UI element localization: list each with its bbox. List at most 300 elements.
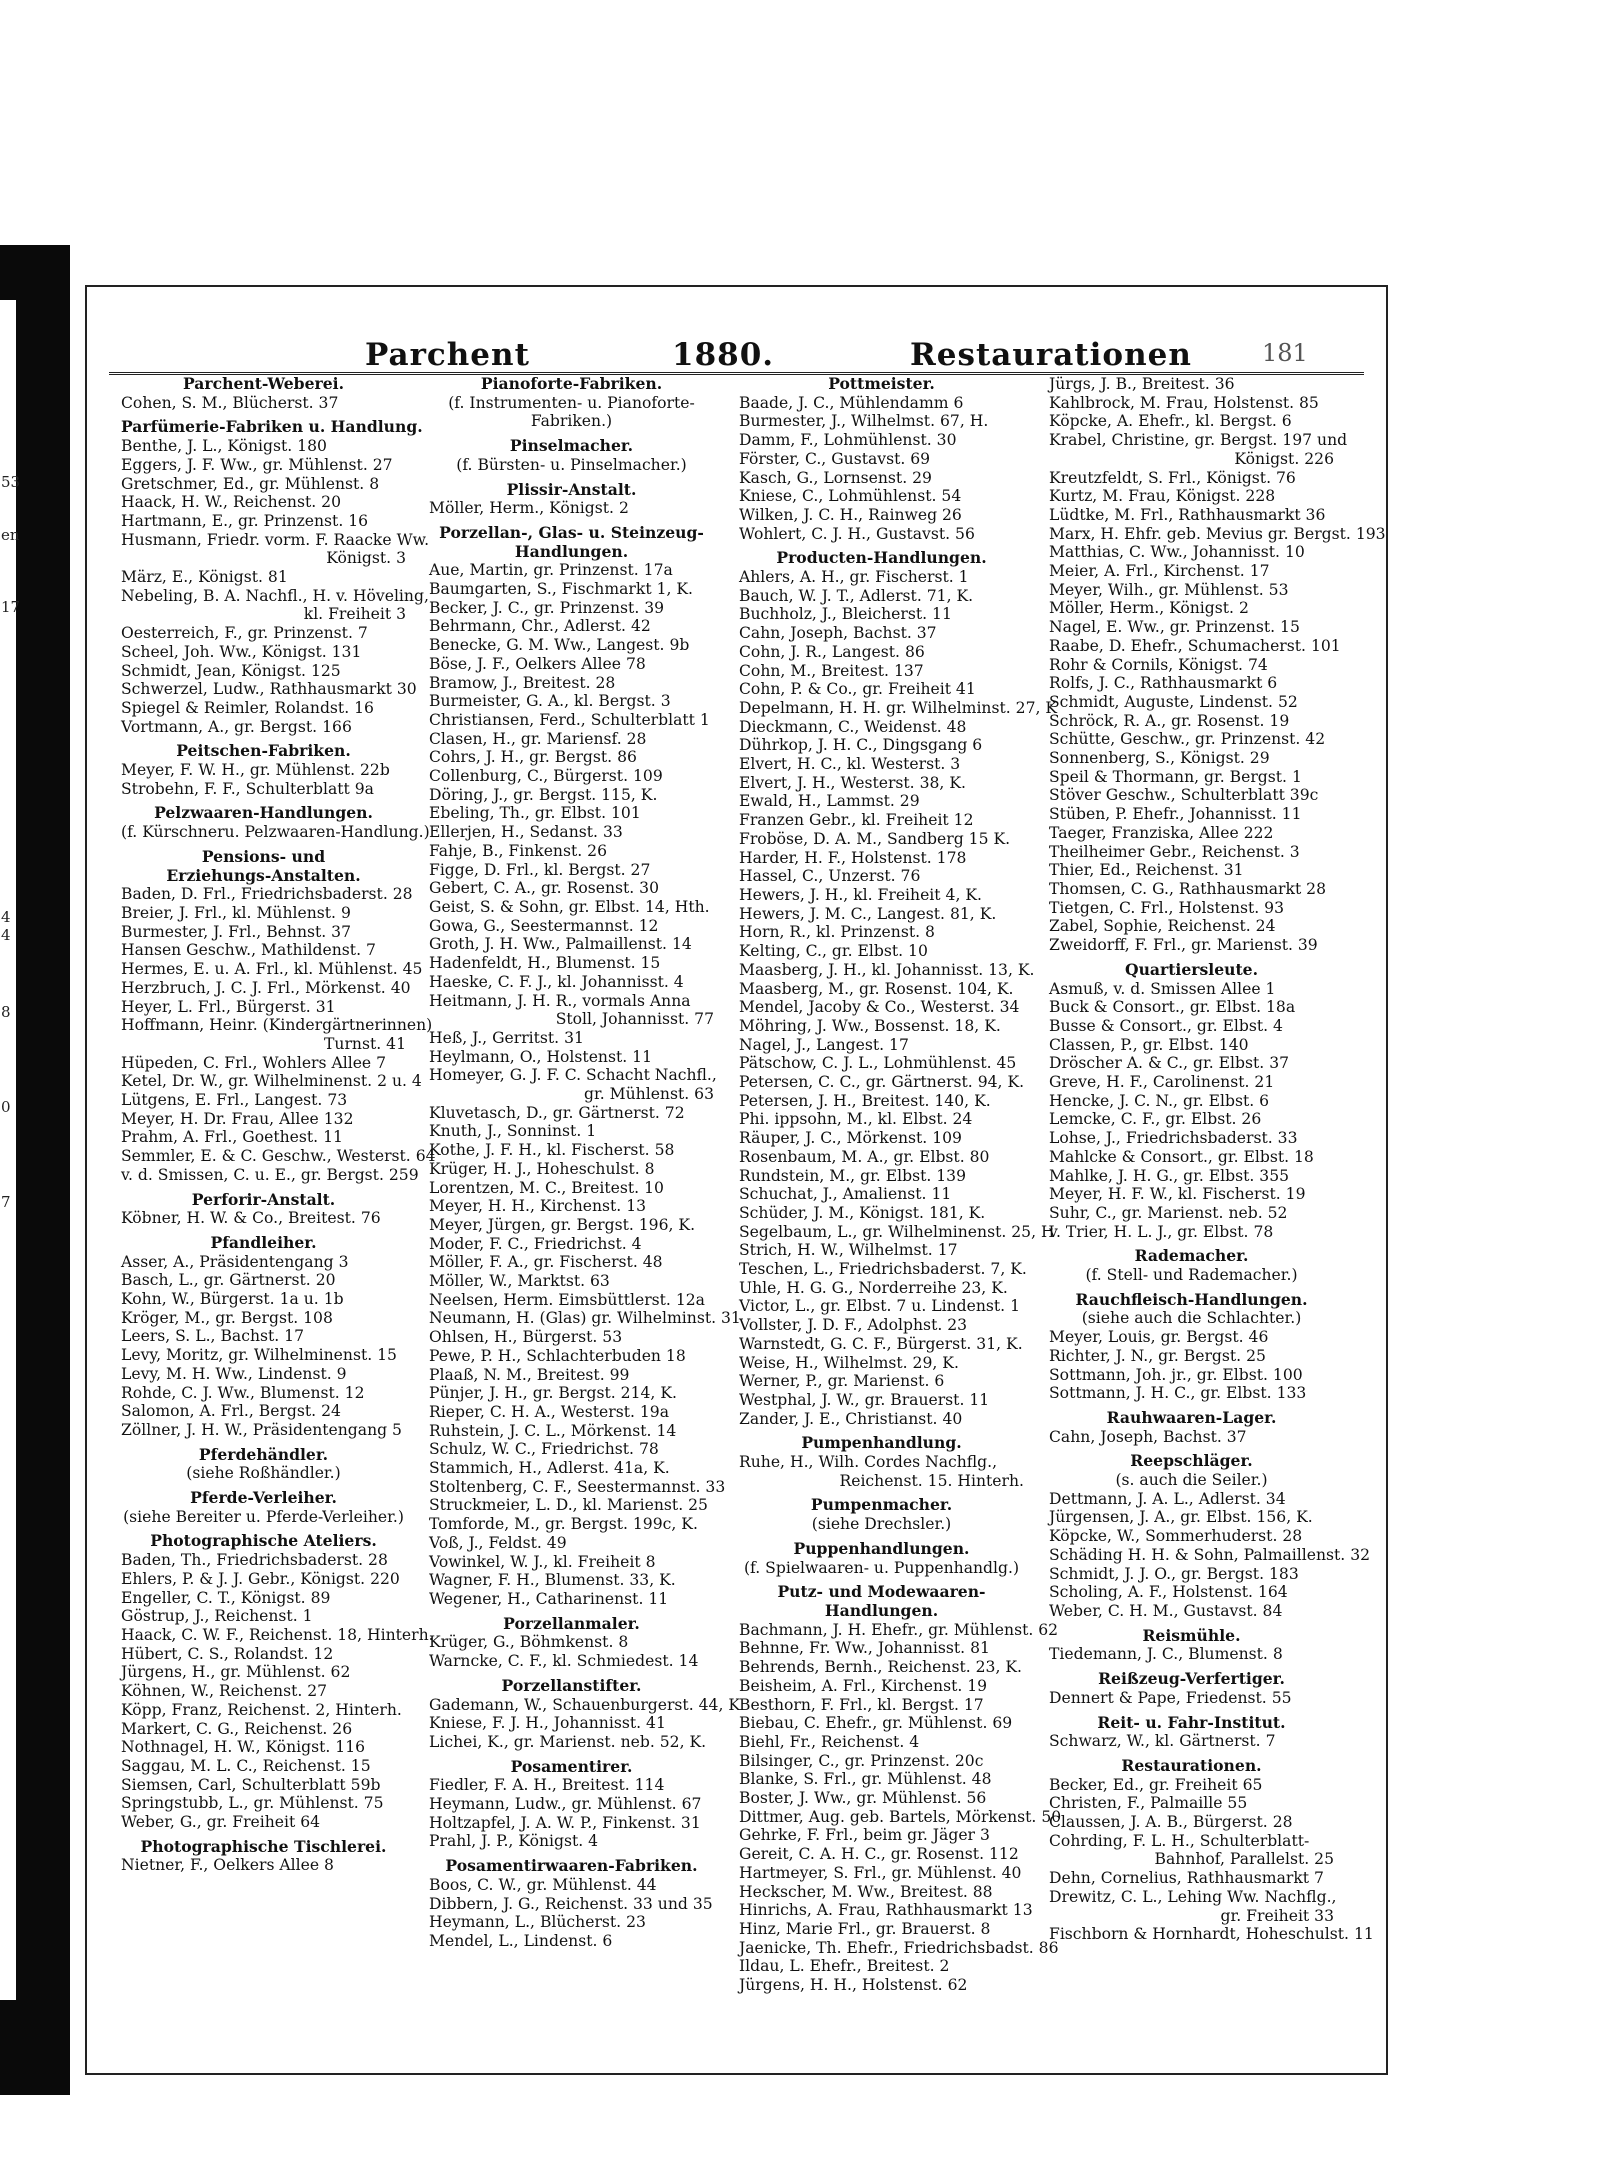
directory-entry: Dröscher A. & C., gr. Elbst. 37: [1049, 1054, 1290, 1073]
entry-list: [121, 1209, 406, 1228]
directory-entry: Siemsen, Carl, Schulterblatt 59b: [121, 1775, 381, 1794]
directory-entry: Krabel, Christine, gr. Bergst. 197 und: [1049, 431, 1348, 450]
directory-entry: Ruhe, H., Wilh. Cordes Nachflg.,: [739, 1453, 998, 1472]
section-heading: Porzellanstifter.: [501, 1675, 642, 1695]
directory-entry: Rolfs, J. C., Rathhausmarkt 6: [1049, 674, 1278, 693]
directory-entry: Zweidorff, F. Frl., gr. Marienst. 39: [1049, 936, 1318, 955]
directory-entry: v. Trier, H. L. J., gr. Elbst. 78: [1049, 1222, 1274, 1241]
directory-entry: Hewers, J. H., kl. Freiheit 4, K.: [739, 885, 982, 904]
directory-entry: Schulz, W. C., Friedrichst. 78: [429, 1440, 659, 1459]
directory-entry: Behrmann, Chr., Adlerst. 42: [429, 617, 651, 636]
directory-entry: Jürgens, H. H., Holstenst. 62: [739, 1976, 968, 1995]
section-heading: Reißzeug-Verfertiger.: [1098, 1669, 1285, 1689]
directory-entry: Wegener, H., Catharinenst. 11: [429, 1590, 669, 1608]
directory-entry: Döring, J., gr. Bergst. 115, K.: [429, 785, 658, 804]
directory-entry: Froböse, D. A. M., Sandberg 15 K.: [739, 829, 1011, 848]
directory-entry: Mahlke, J. H. G., gr. Elbst. 355: [1049, 1166, 1290, 1185]
directory-entry: Cohn, M., Breitest. 137: [739, 661, 924, 680]
directory-entry: Bilsinger, C., gr. Prinzenst. 20c: [739, 1751, 984, 1770]
entry-list: [739, 568, 1058, 1428]
fragment: 4: [1, 926, 11, 944]
directory-entry: Neumann, H. (Glas) gr. Wilhelminst. 31: [429, 1309, 741, 1328]
directory-entry: Phi. ippsohn, M., kl. Elbst. 24: [739, 1110, 973, 1129]
directory-entry: Levy, M. H. Ww., Lindenst. 9: [121, 1364, 347, 1383]
section-heading: Pianoforte-Fabriken.: [480, 374, 663, 393]
directory-entry: Königst. 3: [326, 549, 406, 568]
directory-entry: Mendel, Jacoby & Co., Westerst. 34: [739, 998, 1020, 1017]
directory-entry: Hadenfeldt, H., Blumenst. 15: [429, 954, 661, 973]
directory-entry: gr. Mühlenst. 63: [584, 1085, 714, 1104]
directory-entry: Boos, C. W., gr. Mühlenst. 44: [429, 1875, 657, 1894]
directory-entry: Heß, J., Gerritst. 31: [429, 1028, 584, 1047]
directory-entry: Ildau, L. Ehefr., Breitest. 2: [739, 1957, 950, 1976]
directory-entry: Mendel, L., Lindenst. 6: [429, 1931, 613, 1950]
fragment: 0: [1, 1098, 11, 1116]
directory-entry: Pünjer, J. H., gr. Bergst. 214, K.: [429, 1384, 677, 1403]
directory-entry: Burmeister, G. A., kl. Bergst. 3: [429, 692, 671, 711]
directory-entry: Haeske, C. F. J., kl. Johannisst. 4: [429, 972, 684, 991]
directory-entry: Stüben, P. Ehefr., Johannisst. 11: [1049, 805, 1302, 824]
directory-entry: Baden, D. Frl., Friedrichsbaderst. 28: [121, 885, 413, 904]
section-heading: Pumpenhandlung.: [801, 1433, 962, 1453]
directory-entry: Dehn, Cornelius, Rathhausmarkt 7: [1049, 1869, 1324, 1888]
directory-entry: Königst. 226: [1234, 449, 1334, 468]
section-heading: Restaurationen.: [1121, 1755, 1262, 1775]
directory-entry: Besthorn, F. Frl., kl. Bergst. 17: [739, 1695, 984, 1714]
directory-entry: Dührkop, J. H. C., Dingsgang 6: [739, 736, 983, 755]
directory-entry: Hartmeyer, S. Frl., gr. Mühlenst. 40: [739, 1863, 1022, 1882]
directory-entry: Rundstein, M., gr. Elbst. 139: [739, 1166, 967, 1185]
directory-entry: Jürgens, H., gr. Mühlenst. 62: [121, 1663, 351, 1682]
section-heading: Peitschen-Fabriken.: [176, 741, 351, 761]
directory-entry: Behnne, Fr. Ww., Johannisst. 81: [739, 1639, 990, 1658]
directory-entry: Gowa, G., Seestermannst. 12: [429, 916, 659, 935]
directory-entry: Mahlcke & Consort., gr. Elbst. 18: [1049, 1147, 1314, 1166]
directory-entry: Basch, L., gr. Gärtnerst. 20: [121, 1271, 336, 1290]
directory-entry: Hewers, J. M. C., Langest. 81, K.: [739, 904, 997, 923]
cross-reference: (s. auch die Seiler.): [1115, 1471, 1268, 1490]
directory-entry: Hinrichs, A. Frau, Rathhausmarkt 13: [739, 1901, 1033, 1920]
directory-entry: Speil & Thormann, gr. Bergst. 1: [1049, 767, 1302, 786]
directory-entry: Biehl, Fr., Reichenst. 4: [739, 1732, 920, 1751]
directory-entry: Rosenbaum, M. A., gr. Elbst. 80: [739, 1147, 990, 1166]
directory-entry: Göstrup, J., Reichenst. 1: [121, 1607, 313, 1626]
page-number: 181: [1262, 339, 1308, 367]
directory-entry: Köpcke, W., Sommerhuderst. 28: [1049, 1527, 1303, 1546]
directory-entry: Boster, J. Ww., gr. Mühlenst. 56: [739, 1789, 987, 1808]
directory-entry: Christen, F., Palmaille 55: [1049, 1794, 1248, 1813]
directory-entry: Gehrke, F. Frl., beim gr. Jäger 3: [739, 1826, 990, 1845]
directory-entry: Böse, J. F., Oelkers Allee 78: [429, 654, 646, 673]
header-year: 1880.: [672, 337, 775, 373]
section-heading: Pelzwaaren-Handlungen.: [154, 803, 373, 823]
directory-entry: Lorentzen, M. C., Breitest. 10: [429, 1178, 664, 1197]
directory-entry: Möller, Herm., Königst. 2: [1049, 599, 1249, 618]
fragment: 53: [1, 473, 21, 491]
directory-entry: Nagel, E. Ww., gr. Prinzenst. 15: [1049, 618, 1300, 637]
directory-entry: Cohn, J. R., Langest. 86: [739, 642, 925, 661]
section-heading: Producten-Handlungen.: [776, 548, 987, 568]
directory-entry: Schüder, J. M., Königst. 181, K.: [739, 1203, 986, 1222]
directory-entry: Heckscher, M. Ww., Breitest. 88: [739, 1882, 993, 1901]
directory-entry: Warnstedt, G. C. F., Bürgerst. 31, K.: [739, 1334, 1023, 1353]
directory-entry: Cohen, S. M., Blücherst. 37: [121, 393, 339, 412]
directory-entry: v. d. Smissen, C. u. E., gr. Bergst. 259: [121, 1165, 419, 1184]
cross-reference: (siehe Roßhändler.): [186, 1464, 341, 1483]
directory-entry: Behrends, Bernh., Reichenst. 23, K.: [739, 1658, 1023, 1677]
entry-list: [121, 1253, 406, 1440]
directory-entry: Zöllner, J. H. W., Präsidentengang 5: [121, 1420, 402, 1439]
directory-entry: Möller, W., Marktst. 63: [429, 1272, 610, 1291]
entry-list: [121, 885, 436, 1184]
directory-entry: Wagner, F. H., Blumenst. 33, K.: [429, 1571, 676, 1590]
section-heading: Pferdehändler.: [198, 1444, 329, 1464]
directory-entry: Drewitz, C. L., Lehing Ww. Nachflg.,: [1049, 1887, 1337, 1906]
directory-entry: Schwarz, W., kl. Gärtnerst. 7: [1049, 1732, 1276, 1751]
directory-entry: Bramow, J., Breitest. 28: [429, 673, 616, 692]
directory-entry: Becker, J. C., gr. Prinzenst. 39: [429, 598, 665, 617]
header-right-word: Restaurationen: [910, 337, 1192, 373]
columns: [121, 374, 1386, 2053]
directory-entry: Baade, J. C., Mühlendamm 6: [739, 393, 964, 412]
directory-entry: Hüpeden, C. Frl., Wohlers Allee 7: [121, 1053, 387, 1072]
directory-entry: Sottmann, Joh. jr., gr. Elbst. 100: [1049, 1365, 1303, 1384]
section-heading: Pensions- und Erziehungs-Anstalten.: [166, 846, 361, 885]
section-heading: Pfandleiher.: [210, 1232, 317, 1252]
section-heading: Porzellanmaler.: [503, 1613, 640, 1633]
directory-entry: Vollster, J. D. F., Adolphst. 23: [739, 1316, 968, 1335]
entry-list: [429, 499, 714, 518]
directory-entry: Schuchat, J., Amalienst. 11: [739, 1185, 952, 1204]
directory-entry: Leers, S. L., Bachst. 17: [121, 1327, 305, 1346]
section-heading: Perforir-Anstalt.: [191, 1189, 336, 1209]
cross-reference: (f. Kürschneru. Pelzwaaren-Handlung.): [121, 823, 430, 842]
directory-entry: Rohr & Cornils, Königst. 74: [1049, 655, 1268, 674]
section-heading: Posamentirer.: [510, 1756, 633, 1776]
directory-entry: Oesterreich, F., gr. Prinzenst. 7: [121, 624, 368, 643]
directory-entry: Burmester, J., Wilhelmst. 67, H.: [739, 412, 989, 431]
previous-page-edge: [0, 300, 16, 2000]
directory-entry: Heitmann, J. H. R., vormals Anna: [429, 991, 691, 1010]
directory-entry: Schmidt, Jean, Königst. 125: [121, 661, 341, 680]
section-heading: Pumpenmacher.: [810, 1495, 953, 1515]
entry-list: [121, 437, 430, 736]
directory-entry: Busse & Consort., gr. Elbst. 4: [1049, 1016, 1283, 1035]
directory-entry: Strobehn, F. F., Schulterblatt 9a: [121, 779, 374, 798]
directory-entry: Stammich, H., Adlerst. 41a, K.: [429, 1459, 670, 1478]
directory-entry: Bachmann, J. H. Ehefr., gr. Mühlenst. 62: [739, 1620, 1059, 1639]
directory-entry: Asser, A., Präsidentengang 3: [121, 1252, 349, 1271]
directory-entry: Benecke, G. M. Ww., Langest. 9b: [429, 636, 690, 655]
directory-entry: Jaenicke, Th. Ehefr., Friedrichsbadst. 86: [739, 1938, 1059, 1957]
directory-entry: Saggau, M. L. C., Reichenst. 15: [121, 1756, 371, 1775]
directory-entry: Schmidt, Auguste, Lindenst. 52: [1049, 692, 1298, 711]
directory-entry: Neelsen, Herm. Eimsbüttlerst. 12a: [429, 1290, 705, 1309]
directory-entry: Köhnen, W., Reichenst. 27: [121, 1682, 328, 1701]
entry-list: [1049, 1645, 1334, 1664]
directory-entry: Pewe, P. H., Schlachterbuden 18: [429, 1346, 686, 1365]
directory-entry: Pätschow, C. J. L., Lohmühlenst. 45: [739, 1054, 1017, 1073]
directory-entry: Kluvetasch, D., gr. Gärtnerst. 72: [429, 1103, 685, 1122]
directory-entry: Thier, Ed., Reichenst. 31: [1049, 861, 1244, 880]
directory-entry: Meyer, H. F. W., kl. Fischerst. 19: [1049, 1185, 1306, 1204]
directory-entry: Taeger, Franziska, Allee 222: [1049, 823, 1274, 842]
directory-entry: Baumgarten, S., Fischmarkt 1, K.: [429, 580, 694, 599]
directory-entry: Teschen, L., Friedrichsbaderst. 7, K.: [739, 1260, 1027, 1279]
section-heading: Reismühle.: [1142, 1625, 1241, 1645]
section-heading: Pferde-Verleiher.: [190, 1488, 337, 1508]
directory-entry: gr. Freiheit 33: [1220, 1906, 1334, 1925]
cross-reference: (siehe Drechsler.): [811, 1515, 952, 1534]
directory-entry: Hermes, E. u. A. Frl., kl. Mühlenst. 45: [121, 960, 423, 979]
directory-entry: Matthias, C. Ww., Johannisst. 10: [1049, 543, 1305, 562]
directory-entry: Gebert, C. A., gr. Rosenst. 30: [429, 879, 660, 898]
directory-entry: Meyer, F. W. H., gr. Mühlenst. 22b: [121, 761, 390, 780]
directory-entry: Burmester, J. Frl., Behnst. 37: [121, 922, 352, 941]
directory-entry: Gretschmer, Ed., gr. Mühlenst. 8: [121, 474, 380, 493]
directory-entry: Herzbruch, J. C. J. Frl., Mörkenst. 40: [121, 978, 411, 997]
directory-entry: Nietner, F., Oelkers Allee 8: [121, 1856, 334, 1875]
directory-entry: Lemcke, C. F., gr. Elbst. 26: [1049, 1110, 1262, 1129]
directory-entry: Thomsen, C. G., Rathhausmarkt 28: [1049, 879, 1327, 898]
directory-entry: Förster, C., Gustavst. 69: [739, 449, 931, 468]
directory-entry: Meyer, H. H., Kirchenst. 13: [429, 1197, 647, 1216]
directory-entry: Zabel, Sophie, Reichenst. 24: [1049, 917, 1276, 936]
directory-entry: Groth, J. H. Ww., Palmaillenst. 14: [429, 935, 692, 954]
entry-list: [1049, 1689, 1334, 1708]
directory-entry: Westphal, J. W., gr. Brauerst. 11: [739, 1390, 990, 1409]
directory-entry: Weber, G., gr. Freiheit 64: [121, 1813, 321, 1832]
fragment: 8: [1, 1003, 11, 1021]
section-heading: Parfümerie-Fabriken u. Handlung.: [121, 417, 423, 437]
entry-list: [1049, 1489, 1371, 1621]
section-heading: Puppenhandlungen.: [793, 1538, 970, 1558]
directory-entry: Lohse, J., Friedrichsbaderst. 33: [1049, 1129, 1298, 1148]
entry-list: [1049, 1428, 1334, 1447]
directory-entry: Ewald, H., Lammst. 29: [739, 792, 920, 811]
directory-entry: Uhle, H. G. G., Norderreihe 23, K.: [739, 1278, 1008, 1297]
directory-entry: Kahlbrock, M. Frau, Holstenst. 85: [1049, 393, 1319, 412]
directory-entry: Petersen, C. C., gr. Gärtnerst. 94, K.: [739, 1073, 1025, 1092]
directory-entry: Petersen, J. H., Breitest. 140, K.: [739, 1091, 991, 1110]
cross-reference: (f. Bürsten- u. Pinselmacher.): [456, 455, 687, 474]
directory-entry: Voß, J., Feldst. 49: [429, 1533, 567, 1552]
directory-entry: Beisheim, A. Frl., Kirchenst. 19: [739, 1676, 988, 1695]
page-header: [87, 337, 1390, 377]
directory-entry: Cahn, Joseph, Bachst. 37: [739, 624, 937, 643]
directory-entry: Plaaß, N. M., Breitest. 99: [429, 1365, 630, 1384]
directory-entry: Lütgens, E. Frl., Langest. 73: [121, 1091, 348, 1110]
directory-entry: Haack, C. W. F., Reichenst. 18, Hinterh.: [121, 1626, 434, 1644]
entry-list: [429, 1633, 714, 1670]
directory-entry: Schäding H. H. & Sohn, Palmaillenst. 32: [1049, 1545, 1371, 1564]
directory-entry: Harder, H. F., Holstenst. 178: [739, 848, 967, 867]
directory-entry: Hübert, C. S., Rolandst. 12: [121, 1644, 334, 1663]
directory-entry: Blanke, S. Frl., gr. Mühlenst. 48: [739, 1770, 992, 1789]
directory-entry: Ahlers, A. H., gr. Fischerst. 1: [739, 568, 969, 587]
directory-entry: Ellerjen, H., Sedanst. 33: [429, 823, 623, 842]
directory-entry: Hartmann, E., gr. Prinzenst. 16: [121, 511, 369, 530]
directory-entry: Aue, Martin, gr. Prinzenst. 17a: [429, 561, 673, 580]
section-heading: Plissir-Anstalt.: [506, 479, 637, 499]
directory-entry: Jürgs, J. B., Breitest. 36: [1049, 375, 1235, 393]
entry-list: [1049, 1328, 1334, 1403]
directory-entry: Clasen, H., gr. Mariensf. 28: [429, 729, 647, 748]
directory-entry: Maasberg, M., gr. Rosenst. 104, K.: [739, 979, 1014, 998]
directory-entry: Wohlert, C. J. H., Gustavst. 56: [739, 524, 975, 543]
directory-entry: Knuth, J., Sonninst. 1: [429, 1122, 597, 1141]
directory-entry: Greve, H. F., Carolinenst. 21: [1049, 1073, 1275, 1092]
directory-entry: Struckmeier, L. D., kl. Marienst. 25: [429, 1496, 708, 1515]
directory-entry: Zander, J. E., Christianst. 40: [739, 1409, 963, 1428]
entry-list: [739, 1453, 1024, 1490]
directory-entry: Claussen, J. A. B., Bürgerst. 28: [1049, 1813, 1293, 1832]
directory-entry: Horn, R., kl. Prinzenst. 8: [739, 923, 935, 942]
directory-entry: Scheel, Joh. Ww., Königst. 131: [121, 642, 362, 661]
directory-entry: Eggers, J. F. Ww., gr. Mühlenst. 27: [121, 455, 393, 474]
directory-entry: Kurtz, M. Frau, Königst. 228: [1049, 487, 1276, 506]
section-heading: Parchent-Weberei.: [182, 374, 344, 393]
directory-entry: Dieckmann, C., Weidenst. 48: [739, 717, 967, 736]
directory-entry: Fiedler, F. A. H., Breitest. 114: [429, 1776, 665, 1795]
directory-entry: Schmidt, J. J. O., gr. Bergst. 183: [1049, 1564, 1299, 1583]
cross-reference: (f. Instrumenten- u. Pianoforte-Fabriken.): [448, 393, 695, 431]
directory-entry: Weise, H., Wilhelmst. 29, K.: [739, 1353, 959, 1372]
fragment: en: [1, 526, 20, 544]
directory-entry: Prahm, A. Frl., Goethest. 11: [121, 1128, 343, 1147]
directory-entry: Salomon, A. Frl., Bergst. 24: [121, 1402, 341, 1421]
directory-entry: Heymann, Ludw., gr. Mühlenst. 67: [429, 1795, 702, 1814]
directory-entry: Bahnhof, Parallelst. 25: [1154, 1850, 1334, 1869]
entry-list: [121, 1856, 406, 1875]
directory-entry: Lüdtke, M. Frl., Rathhausmarkt 36: [1049, 505, 1326, 524]
entry-list: [121, 1551, 434, 1832]
directory-entry: Reichenst. 15. Hinterh.: [839, 1471, 1024, 1490]
directory-entry: Elvert, J. H., Westerst. 38, K.: [739, 773, 966, 792]
directory-entry: Nothnagel, H. W., Königst. 116: [121, 1738, 366, 1757]
directory-entry: Jürgensen, J. A., gr. Elbst. 156, K.: [1049, 1508, 1313, 1527]
directory-entry: Tomforde, M., gr. Bergst. 199c, K.: [429, 1515, 698, 1534]
directory-entry: Meyer, Wilh., gr. Mühlenst. 53: [1049, 580, 1289, 599]
directory-entry: Raabe, D. Ehefr., Schumacherst. 101: [1049, 636, 1341, 655]
directory-entry: Fischborn & Hornhardt, Hoheschulst. 11: [1049, 1925, 1374, 1944]
section-heading: Reit- u. Fahr-Institut.: [1097, 1712, 1286, 1732]
directory-entry: Hencke, J. C. N., gr. Elbst. 6: [1049, 1091, 1270, 1110]
directory-entry: Krüger, G., Böhmkenst. 8: [429, 1633, 629, 1652]
directory-entry: Springstubb, L., gr. Mühlenst. 75: [121, 1794, 384, 1813]
cross-reference: (siehe Bereiter u. Pferde-Verleiher.): [123, 1507, 404, 1526]
entry-list: [121, 761, 406, 798]
section-heading: Photographische Ateliers.: [150, 1531, 377, 1551]
directory-entry: Segelbaum, L., gr. Wilhelminenst. 25, H: [739, 1222, 1055, 1241]
directory-entry: Werner, P., gr. Marienst. 6: [739, 1372, 945, 1391]
cross-reference: (f. Stell- und Rademacher.): [1085, 1266, 1298, 1285]
cross-reference: (f. Spielwaaren- u. Puppenhandlg.): [743, 1558, 1020, 1577]
section-heading: Porzellan-, Glas- u. Steinzeug-Handlungen.: [439, 522, 704, 561]
directory-entry: Kreutzfeldt, S. Frl., Königst. 76: [1049, 468, 1296, 487]
section-heading: Photographische Tischlerei.: [140, 1836, 387, 1856]
directory-entry: Kniese, F. J. H., Johannisst. 41: [429, 1714, 666, 1733]
directory-entry: Strich, H. W., Wilhelmst. 17: [739, 1241, 958, 1260]
directory-entry: Geist, S. & Sohn, gr. Elbst. 14, Hth.: [429, 897, 710, 916]
header-left-word: Parchent: [365, 337, 530, 373]
directory-entry: Theilheimer Gebr., Reichenst. 3: [1049, 842, 1300, 861]
directory-entry: Hansen Geschw., Mathildenst. 7: [121, 941, 376, 960]
directory-entry: Figge, D. Frl., kl. Bergst. 27: [429, 860, 651, 879]
fragment: 4: [1, 908, 11, 926]
directory-entry: Köpp, Franz, Reichenst. 2, Hinterh.: [121, 1700, 402, 1719]
directory-entry: Kasch, G., Lornsenst. 29: [739, 468, 932, 487]
directory-entry: Collenburg, C., Bürgerst. 109: [429, 767, 663, 786]
directory-entry: Dennert & Pape, Friedenst. 55: [1049, 1688, 1292, 1707]
column-4: [1049, 375, 1386, 1944]
directory-entry: Stoll, Johannisst. 77: [555, 1010, 714, 1029]
directory-entry: Vowinkel, W. J., kl. Freiheit 8: [429, 1552, 656, 1571]
directory-entry: Vortmann, A., gr. Bergst. 166: [121, 717, 352, 736]
directory-entry: Warncke, C. F., kl. Schmiedest. 14: [429, 1652, 699, 1671]
directory-entry: Nebeling, B. A. Nachfl., H. v. Höveling,: [121, 586, 429, 605]
directory-entry: Marx, H. Ehfr. geb. Mevius gr. Bergst. 193: [1049, 524, 1386, 543]
entry-list: [1049, 980, 1334, 1242]
directory-entry: Damm, F., Lohmühlenst. 30: [739, 431, 957, 450]
directory-entry: Möller, Herm., Königst. 2: [429, 499, 629, 518]
directory-entry: Rieper, C. H. A., Westerst. 19a: [429, 1402, 670, 1421]
entry-list: [429, 1695, 741, 1752]
directory-entry: Baden, Th., Friedrichsbaderst. 28: [121, 1551, 388, 1570]
directory-entry: Franzen Gebr., kl. Freiheit 12: [739, 811, 974, 830]
directory-entry: Ohlsen, H., Bürgerst. 53: [429, 1328, 623, 1347]
directory-entry: Möhring, J. Ww., Bossenst. 18, K.: [739, 1016, 1001, 1035]
directory-entry: Moder, F. C., Friedrichst. 4: [429, 1234, 642, 1253]
directory-entry: Schütte, Geschw., gr. Prinzenst. 42: [1049, 730, 1326, 749]
directory-entry: Räuper, J. C., Mörkenst. 109: [739, 1129, 962, 1148]
directory-entry: Classen, P., gr. Elbst. 140: [1049, 1035, 1249, 1054]
entry-list: [429, 1876, 714, 1951]
entry-list: [1049, 375, 1386, 955]
directory-entry: Markert, C. G., Reichenst. 26: [121, 1719, 353, 1738]
directory-entry: Gademann, W., Schauenburgerst. 44, K: [429, 1695, 741, 1714]
directory-entry: Asmuß, v. d. Smissen Allee 1: [1049, 979, 1276, 998]
directory-entry: Schröck, R. A., gr. Rosenst. 19: [1049, 711, 1290, 730]
directory-entry: März, E., Königst. 81: [121, 568, 288, 587]
column-2: [429, 374, 741, 1951]
directory-entry: Turnst. 41: [324, 1034, 406, 1053]
fragment: 7: [1, 1193, 11, 1211]
directory-entry: Husmann, Friedr. vorm. F. Raacke Ww.: [121, 530, 430, 549]
directory-entry: Ehlers, P. & J. J. Gebr., Königst. 220: [121, 1569, 400, 1588]
directory-entry: Heymann, L., Blücherst. 23: [429, 1913, 646, 1932]
directory-entry: Rohde, C. J. Ww., Blumenst. 12: [121, 1383, 365, 1402]
directory-entry: Depelmann, H. H. gr. Wilhelminst. 27, K: [739, 698, 1058, 717]
entry-list: [429, 1776, 714, 1851]
directory-entry: kl. Freiheit 3: [303, 605, 406, 624]
directory-entry: Maasberg, J. H., kl. Johannisst. 13, K.: [739, 960, 1035, 979]
fragment: 17: [1, 598, 21, 616]
directory-entry: Holtzapfel, J. A. W. P., Finkenst. 31: [429, 1813, 701, 1832]
directory-entry: Sottmann, J. H. C., gr. Elbst. 133: [1049, 1384, 1307, 1403]
directory-entry: Sonnenberg, S., Königst. 29: [1049, 749, 1270, 768]
directory-entry: Levy, Moritz, gr. Wilhelminenst. 15: [121, 1346, 397, 1365]
entry-list: [1049, 1775, 1374, 1944]
entry-list: [1049, 1732, 1334, 1751]
directory-entry: Gereit, C. A. H. C., gr. Rosenst. 112: [739, 1845, 1019, 1864]
directory-entry: Biebau, C. Ehefr., gr. Mühlenst. 69: [739, 1714, 1013, 1733]
directory-entry: Stöver Geschw., Schulterblatt 39c: [1049, 786, 1319, 805]
directory-entry: Dibbern, J. G., Reichenst. 33 und 35: [429, 1894, 713, 1913]
directory-entry: Hinz, Marie Frl., gr. Brauerst. 8: [739, 1919, 991, 1938]
directory-entry: Meyer, H. Dr. Frau, Allee 132: [121, 1109, 354, 1128]
directory-entry: Meyer, Jürgen, gr. Bergst. 196, K.: [429, 1215, 696, 1234]
